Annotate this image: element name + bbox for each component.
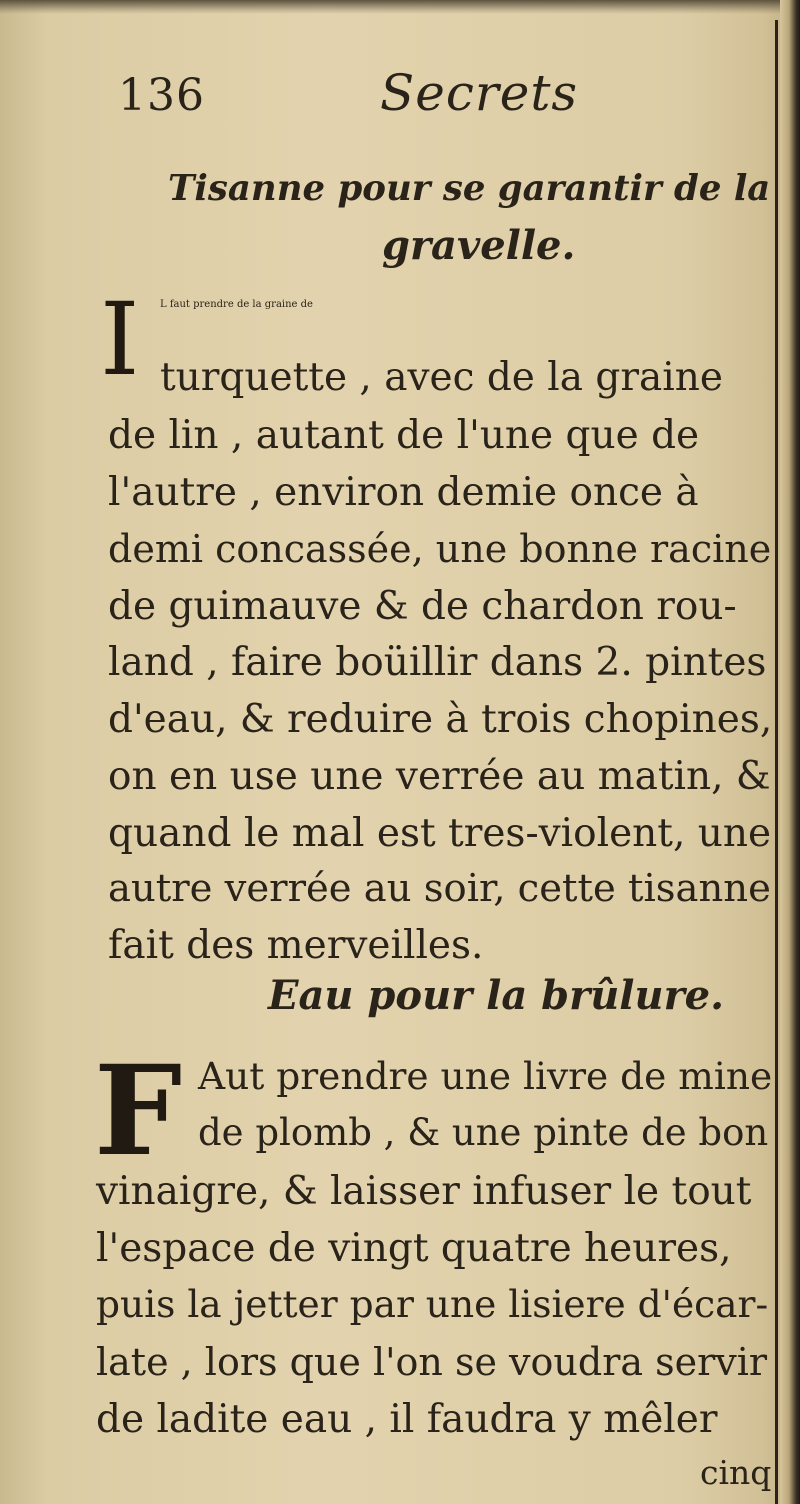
body-line: Aut prendre une livre de mine <box>198 1054 773 1098</box>
body-line: de guimauve & de chardon rou- <box>108 584 737 629</box>
section1-title-line1: Tisanne pour se garantir de la <box>168 168 771 209</box>
body-line: L faut prendre de la graine de <box>160 299 313 310</box>
section2-title: Eau pour la brûlure. <box>268 972 725 1019</box>
body-line: land , faire boüillir dans 2. pintes <box>108 640 767 685</box>
body-line: late , lors que l'on se voudra servir <box>96 1340 768 1384</box>
body-line: l'autre , environ demie once à <box>108 470 699 515</box>
body-line: de plomb , & une pinte de bon <box>198 1111 769 1154</box>
body-line: autre verrée au soir, cette tisanne <box>108 866 771 911</box>
body-line: vinaigre, & laisser infuser le tout <box>96 1169 752 1214</box>
body-line: l'espace de vingt quatre heures, <box>96 1226 732 1271</box>
page-gutter <box>780 0 800 1504</box>
body-line: d'eau, & reduire à trois chopines, <box>108 697 773 742</box>
body-line: on en use une verrée au matin, & <box>108 754 771 799</box>
body-line: de lin , autant de l'une que de <box>108 413 700 458</box>
body-line: turquette , avec de la graine <box>160 355 723 400</box>
catchword: cinq <box>700 1453 772 1492</box>
page-top-shadow <box>0 0 800 14</box>
running-title: Secrets <box>380 64 579 122</box>
section1-title-line2: gravelle. <box>382 222 576 269</box>
body-line: de ladite eau , il faudra y mêler <box>96 1397 718 1442</box>
body-line: fait des merveilles. <box>108 923 484 968</box>
gutter-rule <box>775 20 778 1504</box>
section2-drop-cap: F <box>94 1039 183 1184</box>
body-line: puis la jetter par une lisiere d'écar- <box>96 1282 769 1326</box>
body-line: quand le mal est tres-violent, une <box>108 811 772 856</box>
section1-drop-cap: I <box>100 281 140 398</box>
page-number: 136 <box>118 70 205 121</box>
body-line: demi concassée, une bonne racine <box>108 527 772 571</box>
